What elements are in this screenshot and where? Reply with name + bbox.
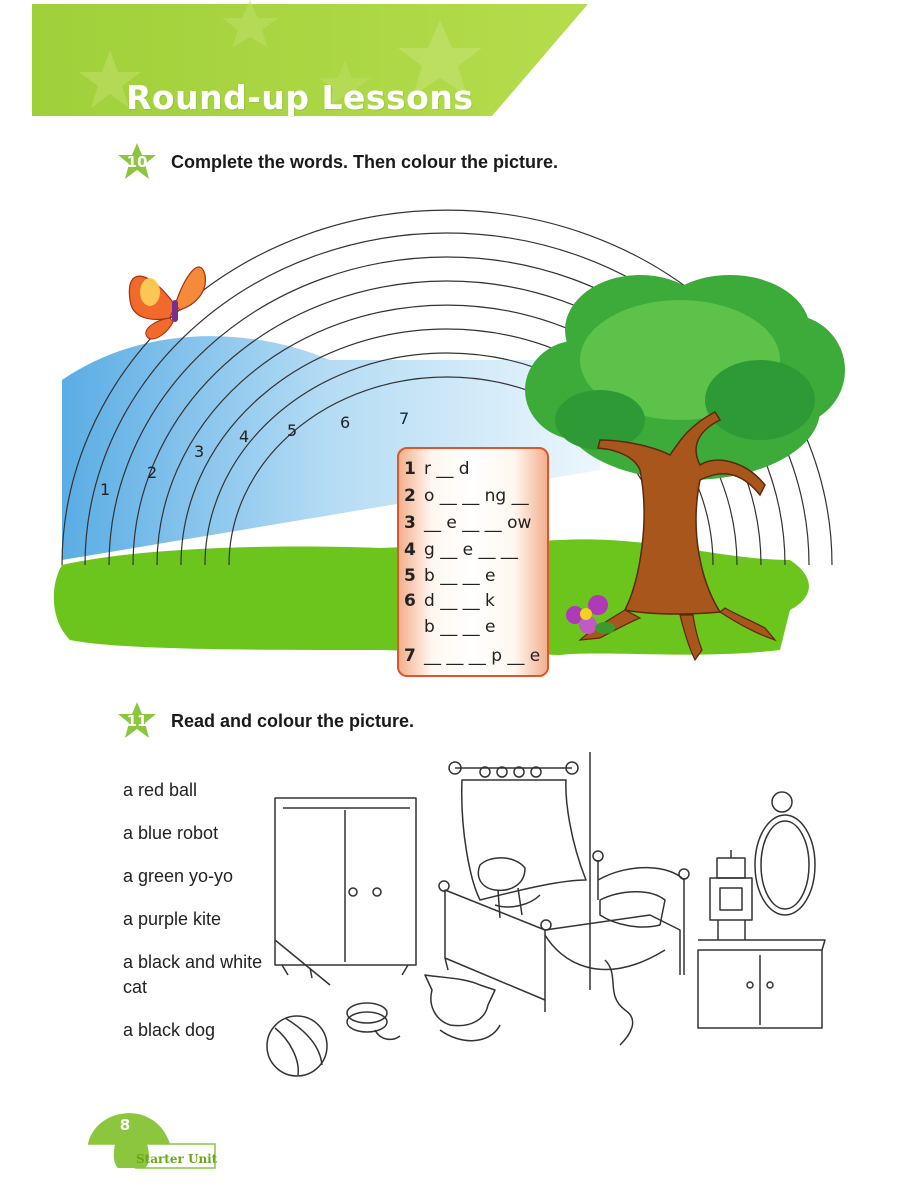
word-gaps: d __ __ k: [424, 591, 495, 611]
rainbow-arc-number: 2: [147, 463, 158, 482]
word-number: 7: [404, 646, 416, 666]
page-number: 8: [119, 1116, 131, 1134]
word-gaps: __ e __ __ ow: [424, 513, 532, 533]
word-gaps: g __ e __ __: [424, 540, 518, 560]
rainbow-arc-number: 6: [340, 413, 351, 432]
word-gaps: o __ __ ng __: [424, 486, 529, 506]
rainbow-arc-number: 3: [194, 442, 205, 461]
word-gaps: r __ d: [424, 459, 470, 479]
exercise-10-number: 10: [126, 153, 148, 171]
exercise-11-instruction: Read and colour the picture.: [171, 711, 415, 731]
word-number: 4: [404, 540, 416, 560]
word-gaps: b __ __ e: [424, 566, 496, 586]
exercise-11-number: 11: [126, 712, 148, 730]
word-number: 6: [404, 591, 416, 611]
word-number: 1: [404, 459, 416, 479]
rainbow-arc-number: 4: [239, 427, 250, 446]
word-number: 2: [404, 486, 416, 506]
word-gaps: __ __ __ p __ e: [424, 646, 541, 666]
colour-item: a black dog: [123, 1020, 216, 1040]
colour-item: a green yo-yo: [123, 866, 234, 886]
word-number: 3: [404, 513, 416, 533]
colour-item: a red ball: [123, 780, 198, 800]
word-gaps: b __ __ e: [424, 617, 496, 637]
colour-item: a purple kite: [123, 909, 222, 929]
rainbow-arc-number: 7: [399, 409, 410, 428]
colour-item: a blue robot: [123, 823, 219, 843]
colour-item: a black and white cat: [123, 952, 263, 997]
rainbow-arc-number: 5: [287, 421, 298, 440]
rainbow-arc-number: 1: [100, 480, 111, 499]
exercise-10-instruction: Complete the words. Then colour the picture.: [171, 152, 559, 172]
unit-label: Starter Unit: [136, 1152, 218, 1166]
page-title: Round-up Lessons: [126, 78, 474, 117]
word-number: 5: [404, 566, 416, 586]
